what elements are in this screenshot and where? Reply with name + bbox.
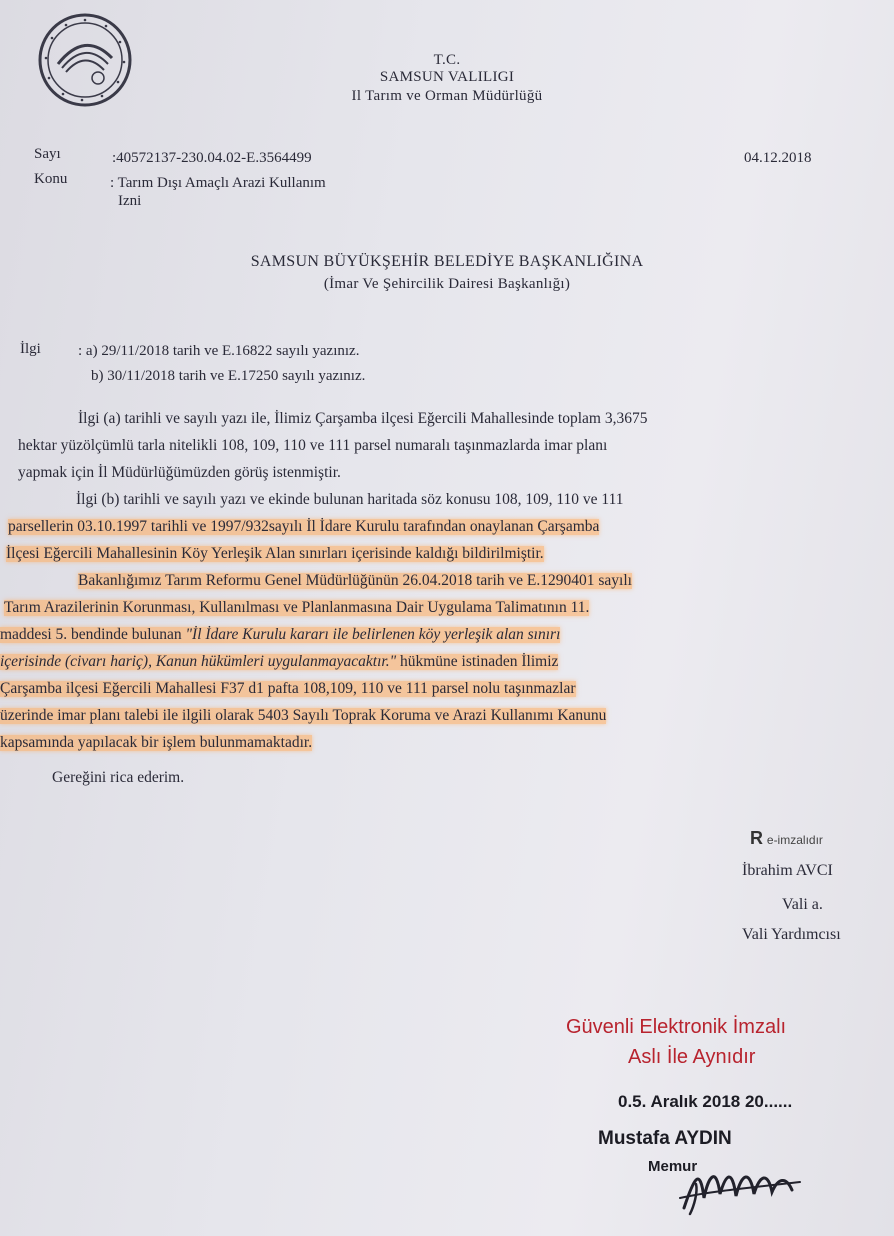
document-date: 04.12.2018 xyxy=(744,150,812,166)
stamp-date: 0.5. Aralık 2018 20...... xyxy=(618,1092,793,1111)
header-directorate: Il Tarım ve Orman Müdürlüğü xyxy=(351,88,543,104)
p3-line3: maddesi 5. bendinde bulunan "İl İdare Kurulu kararı ile belirlenen köy yerleşik alan sınırı xyxy=(0,626,561,643)
p3-line7: kapsamında yapılacak bir işlem bulunmamaktadır. xyxy=(0,734,313,751)
esign-icon: R xyxy=(750,828,763,848)
sayi-value: :40572137-230.04.02-E.3564499 xyxy=(112,150,312,166)
p1-line3: yapmak için İl Müdürlüğümüzden görüş istenmiştir. xyxy=(18,464,341,481)
handwritten-signature xyxy=(676,1148,806,1218)
addressee-department: (İmar Ve Şehircilik Dairesi Başkanlığı) xyxy=(323,276,571,292)
header-tc: T.C. xyxy=(433,52,461,68)
p3-line1: Bakanlığımız Tarım Reformu Genel Müdürlüğünün 26.04.2018 tarih ve E.1290401 sayılı xyxy=(78,572,632,589)
p2-line3: İlçesi Eğercili Mahallesinin Köy Yerleşik Alan sınırları içerisinde kaldığı bildirilmiştir. xyxy=(6,545,544,562)
stamp-name: Mustafa AYDIN xyxy=(598,1128,732,1149)
signer-title-1: Vali a. xyxy=(782,896,823,913)
p3-line4: içerisinde (civarı hariç), Kanun hükümleri uygulanmayacaktır." hükmüne istinaden İlimiz xyxy=(0,653,559,670)
ilgi-label: İlgi xyxy=(20,341,41,357)
p3-line2: Tarım Arazilerinin Korunması, Kullanılması ve Planlanmasına Dair Uygulama Talimatının 11. xyxy=(4,599,590,616)
konu-value: : Tarım Dışı Amaçlı Arazi Kullanım xyxy=(110,175,326,191)
stamp-true-copy: Aslı İle Aynıdır xyxy=(628,1046,756,1068)
p1-line2: hektar yüzölçümlü tarla nitelikli 108, 109, 110 ve 111 parsel numaralı taşınmazlarda imar planı xyxy=(18,437,608,454)
konu-label: Konu xyxy=(34,171,68,187)
p1-line1: İlgi (a) tarihli ve sayılı yazı ile, İlimiz Çarşamba ilçesi Eğercili Mahallesinde toplam 3,3675 xyxy=(78,410,648,427)
signer-name: İbrahim AVCI xyxy=(742,862,833,879)
addressee-title: SAMSUN BÜYÜKŞEHİR BELEDİYE BAŞKANLIĞINA xyxy=(250,253,644,270)
p2-line2: parsellerin 03.10.1997 tarihli ve 1997/932sayılı İl İdare Kurulu tarafından onaylanan Çarşamba xyxy=(8,518,600,535)
stamp-title: Memur xyxy=(648,1158,698,1175)
stamp-secure-esign: Güvenli Elektronik İmzalı xyxy=(566,1016,787,1038)
ilgi-b: b) 30/11/2018 tarih ve E.17250 sayılı yazınız. xyxy=(91,368,366,384)
signer-title-2: Vali Yardımcısı xyxy=(742,926,841,943)
sayi-label: Sayı xyxy=(34,146,61,162)
esign-mark: R e-imzalıdır xyxy=(750,828,823,848)
p3-line5: Çarşamba ilçesi Eğercili Mahallesi F37 d1 pafta 108,109, 110 ve 111 parsel nolu taşınmazlar xyxy=(0,680,576,697)
header-governorship: SAMSUN VALILIGI xyxy=(379,69,515,85)
closing-line: Gereğini rica ederim. xyxy=(52,769,185,786)
p3-line6: üzerinde imar planı talebi ile ilgili olarak 5403 Sayılı Toprak Koruma ve Arazi Kullanımı Kanunu xyxy=(0,707,607,724)
konu-value-cont: Izni xyxy=(118,193,142,209)
ilgi-a: : a) 29/11/2018 tarih ve E.16822 sayılı yazınız. xyxy=(78,343,360,359)
p2-line1: İlgi (b) tarihli ve sayılı yazı ve ekinde bulunan haritada söz konusu 108, 109, 110 ve 111 xyxy=(76,491,624,508)
